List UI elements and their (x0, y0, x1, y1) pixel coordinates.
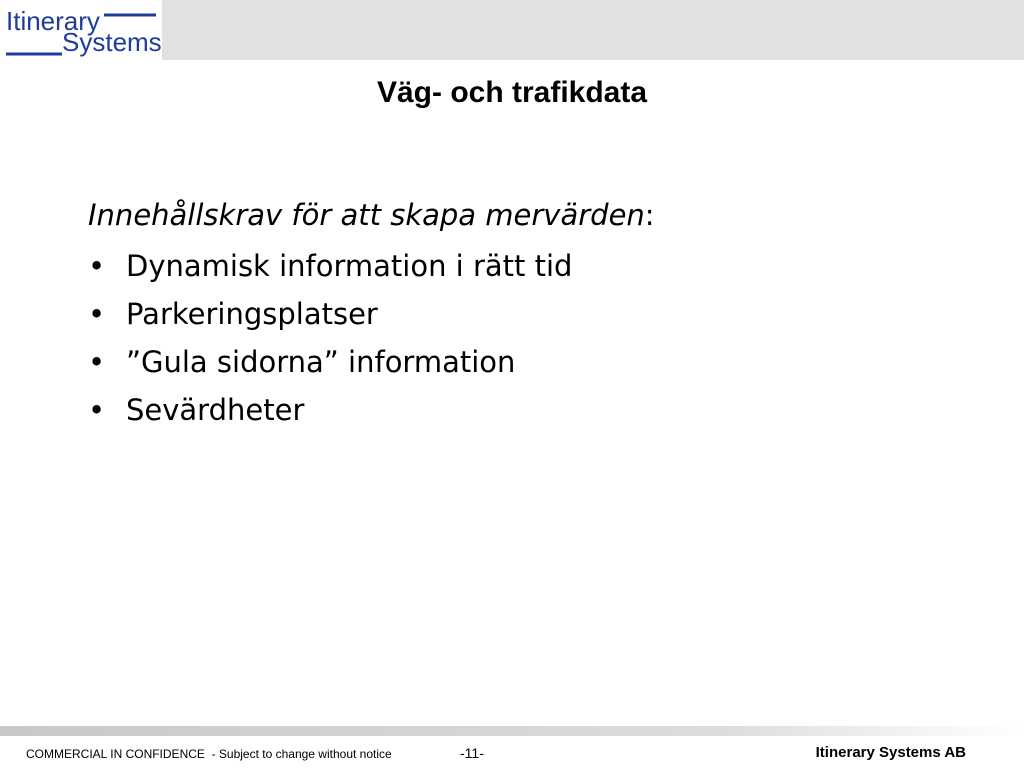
bullet-text: Sevärdheter (126, 393, 305, 427)
bullet-icon: • (88, 345, 106, 379)
intro-colon: : (644, 198, 655, 232)
bullet-item (88, 338, 948, 386)
bullet-text: Dynamisk information i rätt tid (126, 249, 573, 283)
footer-band (0, 726, 1024, 736)
logo-line2: Systems (62, 27, 162, 57)
bullet-item (88, 386, 948, 434)
logo-graphic (0, 0, 162, 62)
footer-confidential-notice: COMMERCIAL IN CONFIDENCE - Subject to change without notice (26, 747, 392, 761)
logo-line1: Itinerary (6, 6, 100, 36)
bullet-item (88, 242, 948, 290)
footer-company-name: Itinerary Systems AB (815, 744, 966, 761)
bullet-icon: • (88, 393, 106, 427)
bullet-text: Parkeringsplatser (126, 297, 378, 331)
bullet-item (88, 290, 948, 338)
company-logo (0, 0, 162, 62)
intro-line (88, 194, 948, 242)
slide-title: Väg- och trafikdata (376, 76, 648, 109)
bullet-icon: • (88, 249, 106, 283)
bullet-text: ”Gula sidorna” information (126, 345, 516, 379)
slide-content (88, 194, 948, 434)
bullet-icon: • (88, 297, 106, 331)
intro-italic-text: Innehållskrav för att skapa mervärden (88, 198, 645, 232)
footer-page-number: -11- (460, 745, 484, 761)
